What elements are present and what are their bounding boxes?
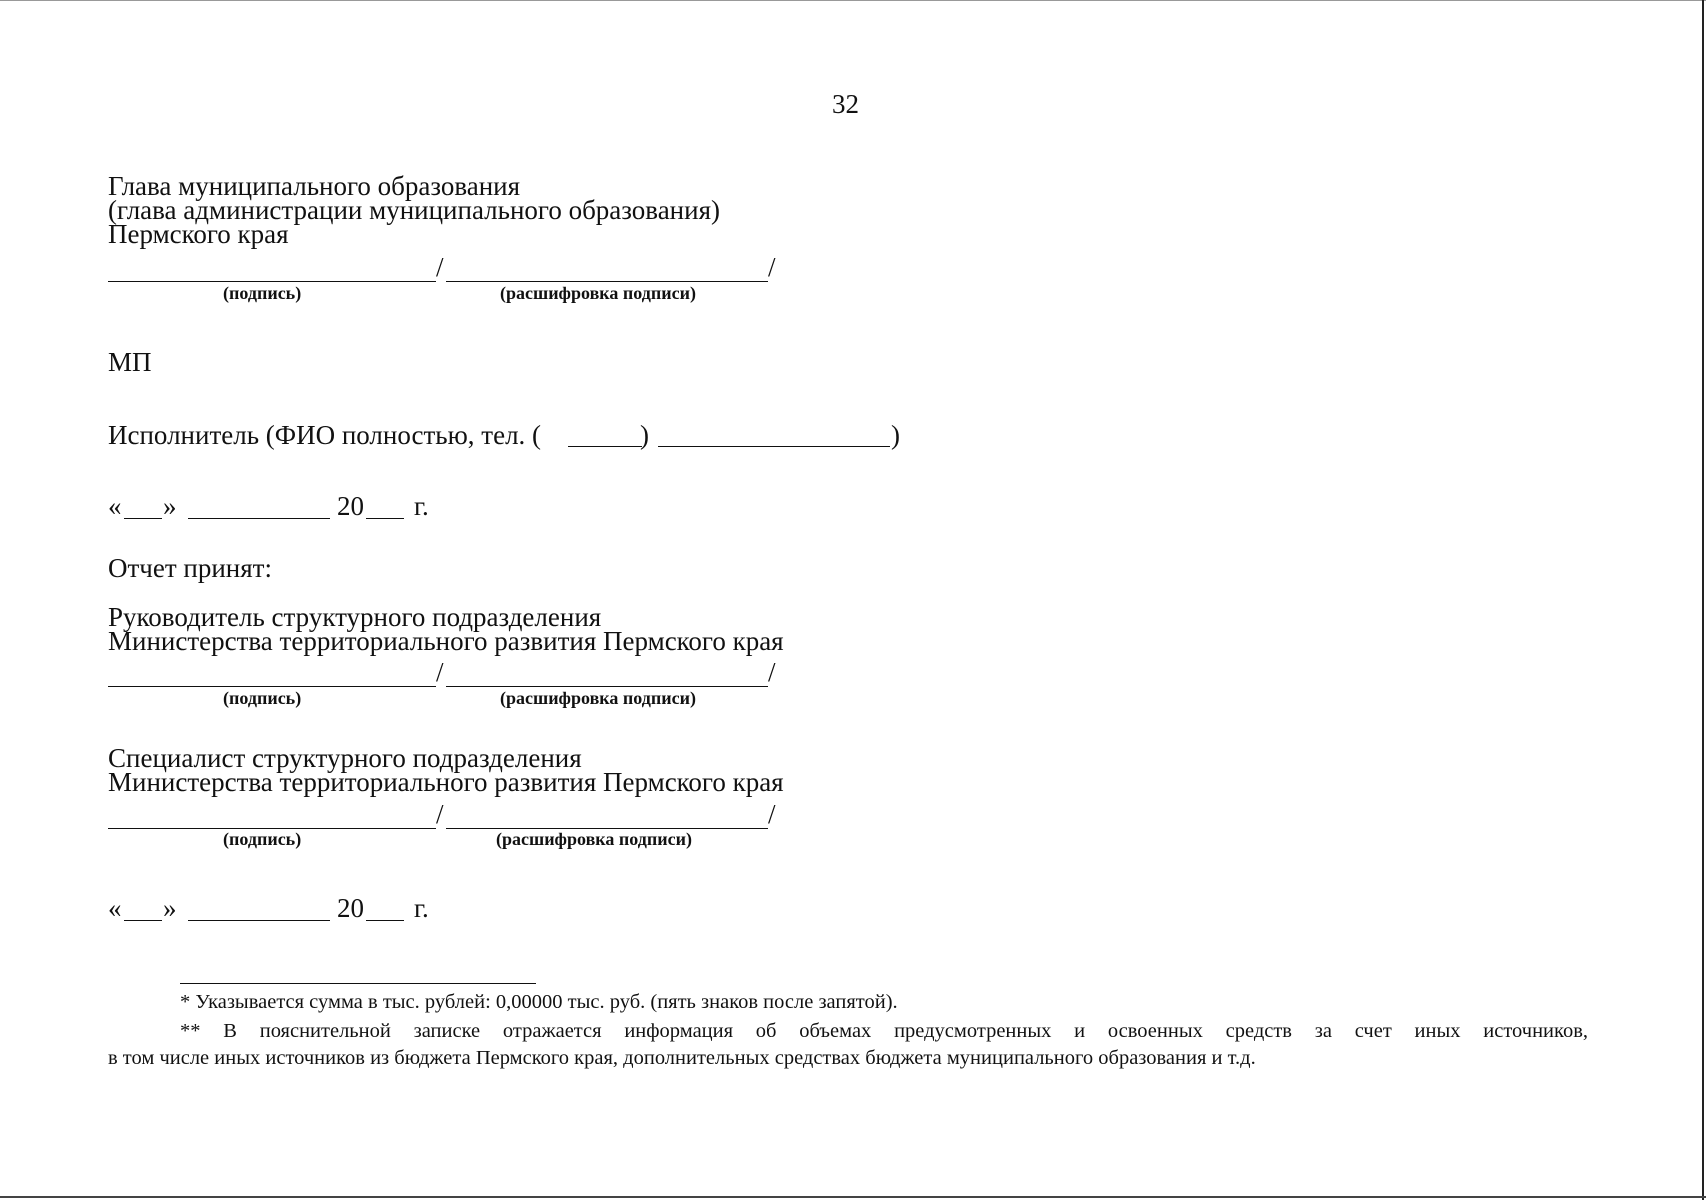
caption-decoding: (расшифровка подписи) [496,829,692,849]
date-year-prefix: 20 [337,491,364,521]
decoding-line [446,281,768,282]
caption-signature: (подпись) [223,688,302,708]
page-border-top [0,0,1706,1]
date-year-line [366,518,404,519]
date-year-suffix: г. [414,893,429,923]
decoding-line [446,686,768,687]
report-accepted-label: Отчет принят: [108,553,272,583]
date-month-line [188,518,330,519]
date-day-line [124,518,162,519]
signature-line [108,686,436,687]
manager-title-line1: Руководитель структурного подразделения [108,602,602,632]
caption-signature: (подпись) [223,829,302,849]
signature-slash: / [436,657,444,687]
caption-signature: (подпись) [223,283,302,303]
footnote-1: * Указывается сумма в тыс. рублей: 0,00000 тыс. руб. (пять знаков после запятой). [180,991,898,1013]
head-title-line3: Пермского края [108,219,289,249]
stamp-label: МП [108,347,152,377]
phone-number-line [658,446,890,447]
signature-slash: / [436,799,444,829]
manager-title-line2: Министерства территориального развития Пермского края [108,626,784,656]
executor-end-paren: ) [891,420,900,450]
executor-label: Исполнитель (ФИО полностью, тел. ( [108,420,542,450]
page-border-right [1702,0,1704,1200]
footnote-separator [180,983,536,984]
specialist-title-line2: Министерства территориального развития Пермского края [108,767,784,797]
footnote-2-line2: в том числе иных источников из бюджета Пермского края, дополнительных средствах бюджета муниципального образования и т.д. [108,1047,1256,1069]
date-day-line [124,920,162,921]
date-close-quote: » [163,491,177,521]
date-year-prefix: 20 [337,893,364,923]
specialist-title-line1: Специалист структурного подразделения [108,743,582,773]
page-number: 32 [832,89,859,119]
signature-slash-end: / [768,799,776,829]
page-border-bottom [0,1196,1706,1198]
head-title-line1: Глава муниципального образования [108,171,521,201]
signature-slash-end: / [768,252,776,282]
signature-slash-end: / [768,657,776,687]
head-title-line2: (глава администрации муниципального образования) [108,195,720,225]
executor-mid-paren: ) [640,420,649,450]
signature-slash: / [436,252,444,282]
caption-decoding: (расшифровка подписи) [500,283,696,303]
date-month-line [188,920,330,921]
date-year-line [366,920,404,921]
caption-decoding: (расшифровка подписи) [500,688,696,708]
date-open-quote: « [108,491,122,521]
date-close-quote: » [163,893,177,923]
signature-line [108,281,436,282]
footnote-2-line1: ** В пояснительной записке отражается информация об объемах предусмотренных и освоенных средств за счет иных источников, [180,1020,1588,1042]
date-open-quote: « [108,893,122,923]
date-year-suffix: г. [414,491,429,521]
phone-code-line [568,446,642,447]
